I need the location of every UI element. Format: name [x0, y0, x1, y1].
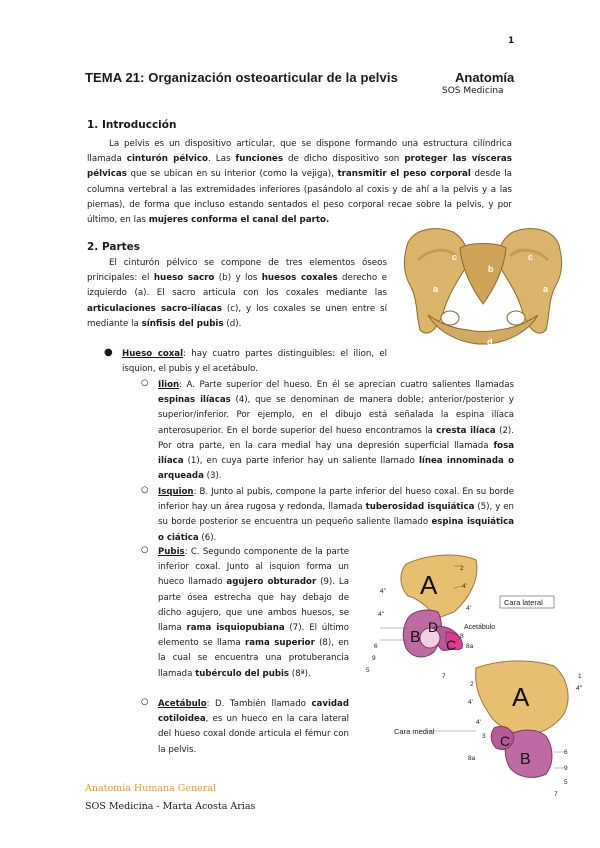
medial-num-9: 9: [564, 765, 568, 772]
section-heading-partes: 2. Partes: [87, 241, 141, 253]
medial-num-4p: 4': [468, 699, 473, 706]
lateral-num-7: 7: [442, 673, 446, 680]
bullet-hueso-coxal: Hueso coxal: hay cuatro partes distinguibles: el ilion, el isquion, el pubis y el acetábulo.: [122, 349, 387, 375]
lateral-region-D: D: [428, 619, 439, 635]
subject-title: Anatomía: [455, 70, 515, 85]
lateral-num-4p: 4': [462, 583, 467, 590]
medial-num-8a: 8a: [468, 755, 476, 762]
medial-num-6: 6: [564, 749, 568, 756]
page-title: TEMA 21: Organización osteoarticular de la pelvis: [85, 70, 398, 85]
pelvis-label-a-left: a: [433, 284, 439, 294]
page-number: 1: [508, 36, 515, 46]
lateral-region-B: B: [410, 629, 421, 646]
pelvis-label-a-right: a: [543, 284, 549, 294]
intro-paragraph: La pelvis es un dispositivo articular, que se dispone formando una estructura cilíndrica llamada cinturón pélvico. Las funciones de dicho dispositivo son proteger las vísceras pélvicas que se ubican en su interior (como la vejiga), transmitir el peso corporal desde la columna vertebral a las extremidades inferiores (pasándolo al coxis y de ahí a la pelvis y a las piernas), de forma que incluso estando sentados el peso corporal recae sobre la pelvis, y por último, en las mujeres conforma el canal del parto.: [87, 139, 513, 226]
pelvis-label-c-left: c: [452, 252, 458, 262]
footer-author: SOS Medicina - Marta Acosta Arias: [85, 801, 256, 812]
partes-paragraph: El cinturón pélvico se compone de tres elementos óseos principales: el hueso sacro (b) y los huesos coxales derecho e izquierdo (a). El sacro articula con los coxales mediante las articulaciones sacro-ilíacas (c), y los coxales se unen entre sí mediante la sínfisis del pubis (d).: [87, 258, 387, 329]
sub-isquion: Isquion: B. Junto al pubis, compone la parte inferior del hueso coxal. En su borde inferior hay un área rugosa y redonda, llamada tuberosidad isquiática (5), y en su borde posterior se encuentra un pequeño saliente llamado espina isquiática o ciática (6).: [158, 487, 514, 543]
footer-course: Anatomía Humana General: [85, 783, 216, 794]
caption-cara-medial: Cara medial: [394, 727, 435, 736]
pelvis-label-c-right: c: [528, 252, 534, 262]
lateral-num-8a: 8a: [466, 643, 474, 650]
lateral-num-6: 6: [374, 643, 378, 650]
medial-num-1: 1: [578, 673, 582, 680]
pelvis-label-b: b: [488, 264, 494, 274]
medial-num-2: 2: [470, 681, 474, 688]
caption-cara-lateral: Cara lateral: [504, 598, 543, 607]
circle-bullet-pubis: ○: [141, 545, 149, 555]
medial-num-4p-b: 4': [476, 719, 481, 726]
lateral-num-4pp-left: 4'': [380, 588, 387, 595]
pelvis-figure: [398, 220, 568, 350]
bullet-dot: ●: [104, 347, 113, 358]
circle-bullet-acetabulo: ○: [141, 697, 149, 707]
medial-num-5: 5: [564, 779, 568, 786]
caption-acetabulo: Acetábulo: [464, 624, 496, 631]
lateral-num-9: 9: [372, 655, 376, 662]
coxal-figure: [358, 548, 590, 806]
lateral-num-8: 8: [460, 633, 464, 640]
lateral-num-5: 5: [366, 667, 370, 674]
pelvis-label-d: d: [487, 337, 493, 347]
lateral-num-4p-b: 4': [466, 605, 471, 612]
sub-acetabulo: Acetábulo: D. También llamado cavidad cotiloidea, es un hueco en la cara lateral del hueso coxal donde articula el fémur con la pelvis.: [158, 699, 349, 755]
lateral-region-A: A: [420, 570, 438, 600]
brand-label: SOS Medicina: [442, 86, 504, 96]
medial-num-7: 7: [554, 791, 558, 798]
medial-num-4pp: 4'': [576, 685, 583, 692]
sub-ilion: Ilion: A. Parte superior del hueso. En él se aprecian cuatro salientes llamadas espinas ilíacas (4), que se denominan de manera doble; anterior/posterior y superior/inferior. Por ejemplo, en el dibujo está señalada la espina ilíaca anterosuperior. En el borde superior del hueso encontramos la cresta ilíaca (2). Por otra parte, en la cara medial hay una depresión superficial llamada fosa ilíaca (1), en cuya parte inferior hay un saliente llamado línea innominada o arqueada (3).: [158, 380, 514, 482]
circle-bullet-isquion: ○: [141, 485, 149, 495]
medial-region-B: B: [520, 751, 531, 768]
sub-pubis: Pubis: C. Segundo componente de la parte inferior coxal. Junto al isquion forma un hueco llamado agujero obturador (9). La parte ósea estrecha que hay debajo de dicho agujero, que une ambos huesos, se llama rama isquiopubiana (7). El último elemento se llama rama superior (8), en la cual se encuentra una protuberancia llamada tubérculo del pubis (8ª).: [158, 547, 349, 679]
medial-region-A: A: [512, 682, 530, 712]
lateral-region-C: C: [446, 637, 457, 653]
lateral-num-4pp-b: 4'': [378, 611, 385, 618]
circle-bullet-ilion: ○: [141, 378, 149, 388]
medial-num-3: 3: [482, 733, 486, 740]
medial-region-C: C: [500, 733, 511, 749]
section-heading-intro: 1. Introducción: [87, 119, 177, 131]
lateral-num-2: 2: [460, 565, 464, 572]
